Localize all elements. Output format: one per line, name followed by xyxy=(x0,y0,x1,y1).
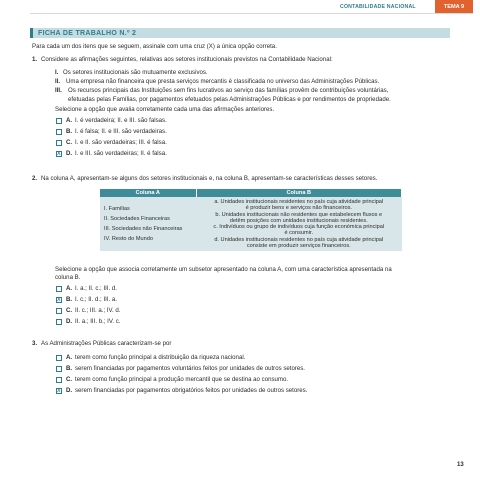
q2-option-d-checkbox[interactable] xyxy=(56,319,62,325)
q2-prompt: Selecione a opção que associa corretamente um subsetor apresentado na coluna A, com uma característica apresentada na xyxy=(55,266,392,273)
column-b-item-cont: é consumir. xyxy=(284,230,314,237)
worksheet-title-bar xyxy=(30,28,450,38)
column-b-item-cont: é produzir bens e serviços não financeiros. xyxy=(245,205,352,212)
column-b-item: b. Unidades institucionais não residentes que estabelecem fluxos e xyxy=(215,211,383,218)
q1-statement-1-text: Os setores institucionais são mutuamente exclusivos. xyxy=(63,69,208,76)
q3-option-a-text: terem como função principal a distribuição da riqueza nacional. xyxy=(75,354,246,361)
column-b-cell xyxy=(196,197,402,251)
q1-statement-2-text: Uma empresa não financeira que presta serviços mercantis é classificada no universo das Administrações Públicas. xyxy=(66,78,380,85)
column-a-item: I. Famílias xyxy=(104,205,130,212)
table-header-a: Coluna A xyxy=(100,189,196,197)
table-header-row xyxy=(100,189,402,197)
q1-option-d-letter: D. xyxy=(66,150,73,157)
q2-option-b-text: I. c.; II. d.; III. a. xyxy=(75,296,117,303)
q1-option-a-letter: A. xyxy=(66,117,73,124)
q3-option-a-checkbox[interactable] xyxy=(56,355,62,361)
q2-option-c-checkbox[interactable] xyxy=(56,308,62,314)
q2-option-a-letter: A. xyxy=(66,285,73,292)
q2-prompt-cont: coluna B. xyxy=(55,274,81,281)
header-section-label: CONTABILIDADE NACIONAL xyxy=(340,4,416,10)
q1-option-a-checkbox[interactable] xyxy=(56,118,62,124)
column-a-item: IV. Resto do Mundo xyxy=(104,236,153,243)
q3-option-b-text: serem financiadas por pagamentos voluntários feitos por unidades de outros setores. xyxy=(75,365,306,372)
q3-option-b-letter: B. xyxy=(66,365,73,372)
q2-comparison-table xyxy=(100,189,402,251)
column-b-item-cont: consiste em produzir serviços financeiros. xyxy=(246,243,351,250)
q1-option-c-text: I. e II. são verdadeiras; III. é falsa. xyxy=(75,139,167,146)
q2-option-b-checkbox[interactable]: X xyxy=(57,297,61,303)
instructions: Para cada um dos itens que se seguem, assinale com uma cruz (X) a única opção correta. xyxy=(32,43,277,50)
header-tab xyxy=(435,0,473,13)
q3-option-a-letter: A. xyxy=(66,354,73,361)
q1-option-d-text: I. e III. são verdadeiras; II. é falsa. xyxy=(75,150,167,157)
q3-option-c-letter: C. xyxy=(66,376,73,383)
q1-option-c-checkbox[interactable] xyxy=(56,140,62,146)
q3-option-c-checkbox[interactable] xyxy=(56,377,62,383)
q2-option-a-checkbox[interactable] xyxy=(56,286,62,292)
q1-option-c-letter: C. xyxy=(66,139,73,146)
q3-option-c-text: terem como função principal a produção mercantil que se destina ao consumo. xyxy=(75,376,289,383)
column-b-item: a. Unidades institucionais residentes no país cuja atividade principal xyxy=(214,199,384,205)
q2-option-a-text: I. a.; II. c.; III. d. xyxy=(75,285,117,292)
q1-option-b-text: I. é falsa; II. e III. são verdadeiras. xyxy=(75,128,167,135)
q1-option-b-letter: B. xyxy=(66,128,73,135)
q1-statement-2-num: II. xyxy=(55,78,61,85)
q1-option-a-text: I. é verdadeira; II. e III. são falsas. xyxy=(75,117,167,124)
q3-stem: As Administrações Públicas caracterizam-se por xyxy=(41,340,172,347)
q1-statement-3-text: Os recursos principais das Instituições sem fins lucrativos ao serviço das famílias provêm de contribuições voluntárias, xyxy=(68,87,389,94)
q2-option-c-letter: C. xyxy=(66,307,73,314)
q2-option-d-letter: D. xyxy=(66,318,73,325)
q1-statement-3-num: III. xyxy=(55,87,62,94)
q1-statement-3-cont: efetuadas pelas Famílias, por pagamentos efetuados pelas Administrações Públicas e por rendimentos de propriedade. xyxy=(68,96,391,103)
worksheet-title: FICHA DE TRABALHO N.º 2 xyxy=(38,29,137,37)
column-a-item: II. Sociedades Financeiras xyxy=(104,215,170,222)
q3-number: 3. xyxy=(32,340,38,347)
q3-option-d-checkbox[interactable]: X xyxy=(57,388,61,394)
q1-option-d-checkbox[interactable]: X xyxy=(57,151,61,157)
title-accent xyxy=(30,28,33,38)
q3-option-d-text: serem financiadas por pagamentos obrigatórios feitos por unidades de outros setores. xyxy=(75,387,308,394)
header-divider xyxy=(30,13,473,14)
column-a-cell xyxy=(100,197,196,251)
q3-option-b-checkbox[interactable] xyxy=(56,366,62,372)
q2-option-c-text: II. c.; III. a.; IV. d. xyxy=(75,307,121,314)
q3-option-d-letter: D. xyxy=(66,387,73,394)
column-b-item-cont: detêm posições com unidades institucionais residentes. xyxy=(229,217,368,224)
q2-option-b-letter: B. xyxy=(66,296,73,303)
q2-number: 2. xyxy=(32,175,38,182)
column-b-item: d. Unidades institucionais residentes no país cuja atividade principal xyxy=(214,236,384,243)
column-a-item: III. Sociedades não Financeiras xyxy=(104,226,183,233)
table-row xyxy=(100,197,402,251)
q1-option-b-checkbox[interactable] xyxy=(56,129,62,135)
q1-number: 1. xyxy=(32,56,38,63)
q1-prompt: Selecione a opção que avalia corretamente cada uma das afirmações anteriores. xyxy=(55,106,275,113)
q1-statement-1-num: I. xyxy=(55,69,59,76)
q1-stem: Considere as afirmações seguintes, relativas aos setores institucionais previstos na Contabilidade Nacional: xyxy=(41,56,333,63)
page-number: 13 xyxy=(457,462,464,468)
q2-stem: Na coluna A, apresentam-se alguns dos setores institucionais e, na coluna B, apresentam-se características desses setores. xyxy=(41,175,378,182)
q2-option-d-text: II. a.; III. b.; IV. c. xyxy=(75,318,121,325)
table-header-b: Coluna B xyxy=(196,189,402,197)
column-b-item: c. Indivíduos ou grupo de indivíduos cuja função económica principal xyxy=(213,224,385,231)
header-tab-label: TEMA 9 xyxy=(443,3,465,10)
